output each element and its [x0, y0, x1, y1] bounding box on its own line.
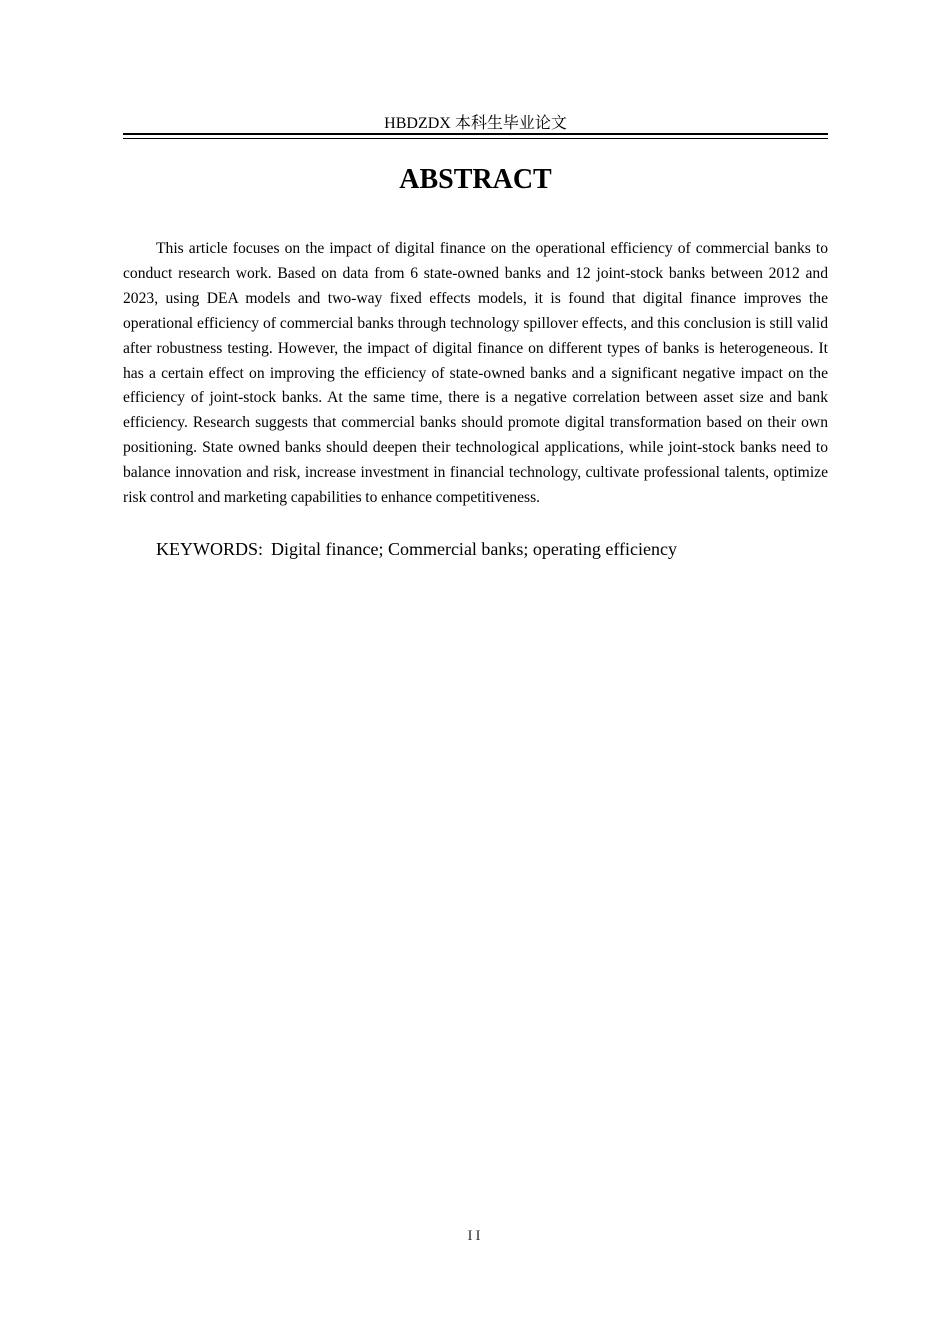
running-header: HBDZDX 本科生毕业论文: [384, 115, 567, 132]
keywords-line: [123, 536, 828, 562]
header-double-rule: [123, 133, 828, 139]
abstract-paragraph: This article focuses on the impact of digital finance on the operational efficiency of commercial banks to conduct research work. Based on data from 6 state-owned banks and 12 joint-stock banks between 2012 and 2023, using DEA models and two-way fixed effects models, it is found that digital finance improves the operational efficiency of commercial banks through technology spillover effects, and this conclusion is still valid after robustness testing. However, the impact of digital finance on different types of banks is heterogeneous. It has a certain effect on improving the efficiency of state-owned banks and a significant negative impact on the efficiency of joint-stock banks. At the same time, there is a negative correlation between asset size and bank efficiency. Research suggests that commercial banks should promote digital transformation based on their own positioning. State owned banks should deepen their technological applications, while joint-stock banks need to balance innovation and risk, increase investment in financial technology, cultivate professional talents, optimize risk control and marketing capabilities to enhance competitiveness.: [123, 240, 828, 507]
abstract-title: ABSTRACT: [399, 164, 552, 195]
keywords-label: KEYWORDS:: [156, 539, 263, 559]
keywords-value: Digital finance; Commercial banks; operating efficiency: [271, 539, 678, 559]
page-number: II: [467, 1228, 484, 1244]
